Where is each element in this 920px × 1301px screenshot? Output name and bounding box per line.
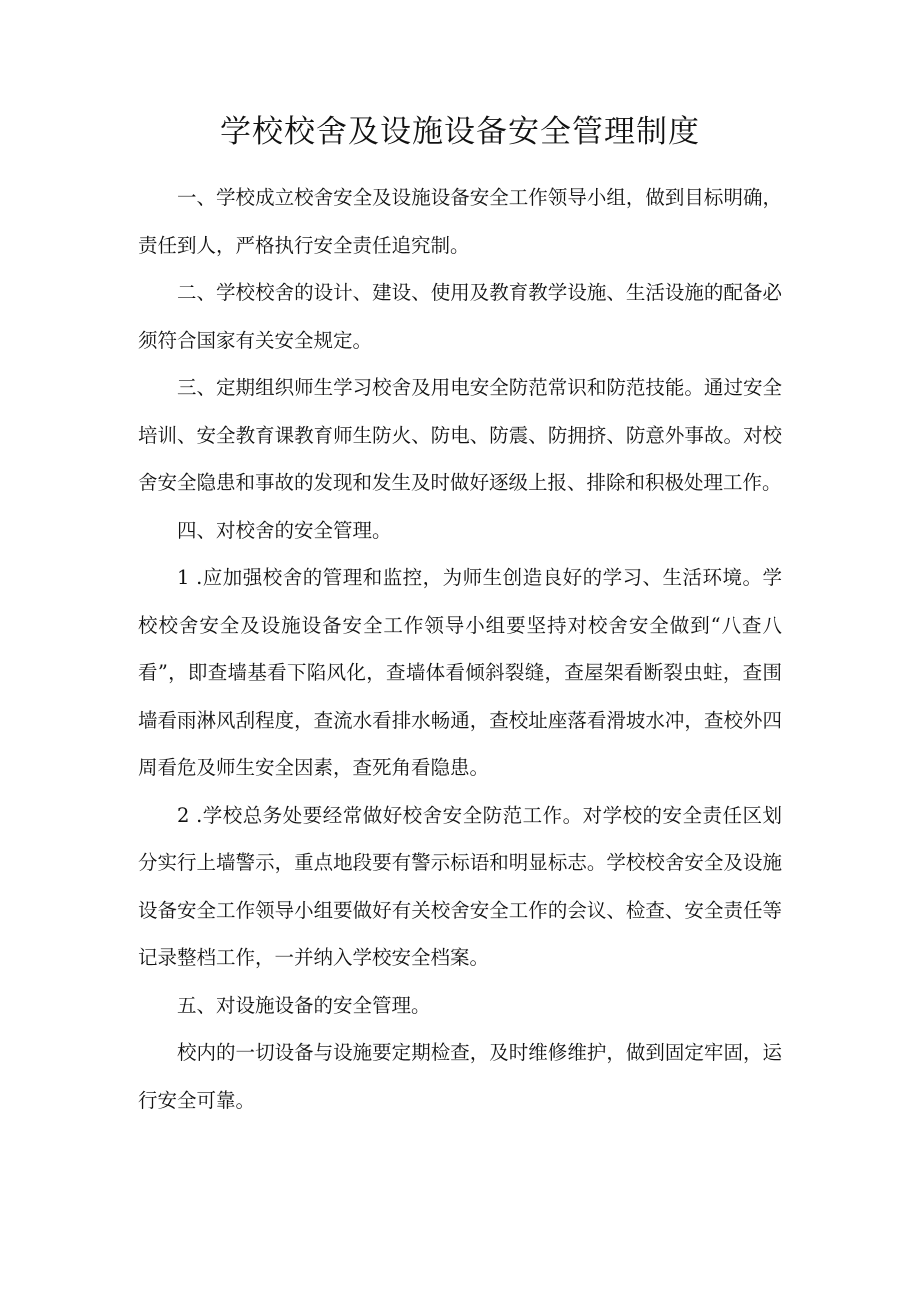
paragraph-3: 三、定期组织师生学习校舍及用电安全防范常识和防范技能。通过安全培训、安全教育课教育师生防火、防电、防震、防拥挤、防意外事故。对校舍安全隐患和事故的发现和发生及时做好逐级上报、排除和积极处理工作。	[138, 376, 782, 494]
paragraph-item-2: 2 .学校总务处要经常做好校舍安全防范工作。对学校的安全责任区划分实行上墙警示，重点地段要有警示标语和明显标志。学校校舍安全及设施设备安全工作领导小组要做好有关校舍安全工作的会议、检查、安全责任等记录整档工作，一并纳入学校安全档案。	[138, 803, 782, 969]
paragraph-8: 校内的一切设备与设施要定期检查，及时维修维护，做到固定牢固，运行安全可靠。	[138, 1041, 782, 1112]
paragraph-2: 二、学校校舍的设计、建设、使用及教育教学设施、生活设施的配备必须符合国家有关安全规定。	[138, 281, 782, 352]
document-body	[138, 174, 782, 1124]
section-heading-4: 四、对校舍的安全管理。	[177, 518, 392, 542]
paragraph-1: 一、学校成立校舍安全及设施设备安全工作领导小组，做到目标明确，责任到人，严格执行安全责任追究制。	[138, 186, 782, 257]
document-title: 学校校舍及设施设备安全管理制度	[220, 114, 700, 150]
section-heading-5: 五、对设施设备的安全管理。	[177, 993, 431, 1017]
paragraph-item-1: 1 .应加强校舍的管理和监控，为师生创造良好的学习、生活环境。学校校舍安全及设施设备安全工作领导小组要坚持对校舍安全做到“八查八看”，即查墙基看下陷风化，查墙体看倾斜裂缝，查屋架看断裂虫蛀，查围墙看雨淋风刮程度，查流水看排水畅通，查校址座落看滑坡水冲，查校外四周看危及师生安全因素，查死角看隐患。	[138, 566, 782, 779]
